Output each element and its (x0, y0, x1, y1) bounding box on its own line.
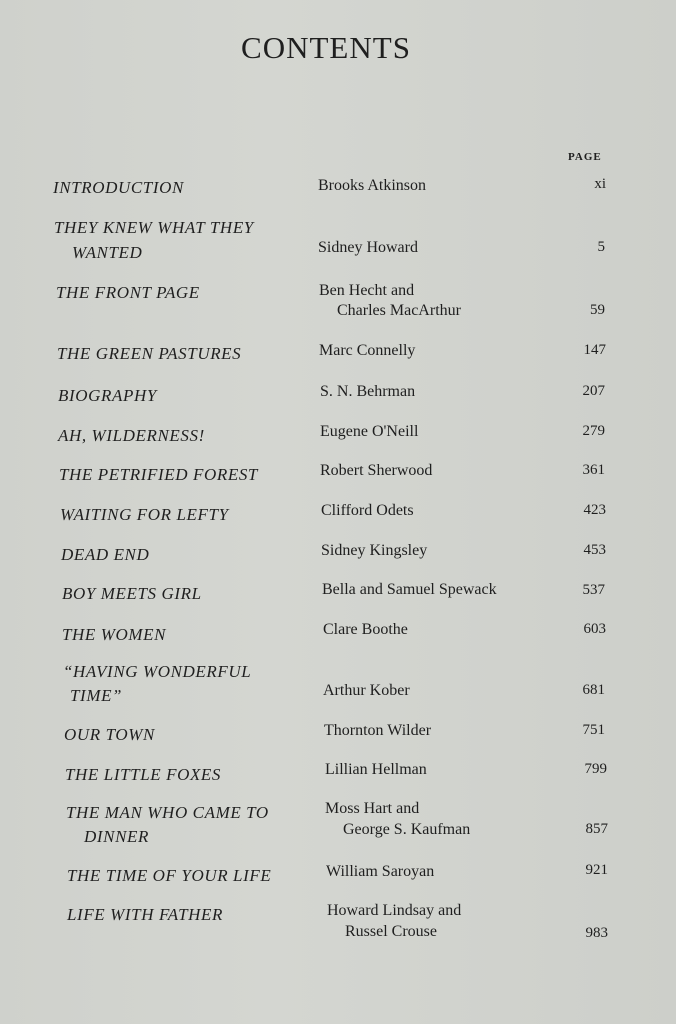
entry-title: BIOGRAPHY (58, 386, 157, 405)
entry-author: William Saroyan (326, 863, 435, 880)
entry-page-number: 921 (585, 862, 608, 878)
entry-title: THEY KNEW WHAT THEY (54, 218, 254, 237)
entry-author: Sidney Kingsley (321, 542, 428, 559)
entry-page-number: 423 (583, 502, 606, 518)
entry-title: THE WOMEN (62, 625, 167, 644)
entry-author: Bella and Samuel Spewack (322, 581, 497, 598)
entry-title-continued: DINNER (84, 827, 149, 846)
entry-title: THE LITTLE FOXES (65, 765, 222, 784)
entry-page-number: 857 (585, 821, 608, 837)
entry-title: THE GREEN PASTURES (57, 344, 242, 363)
entry-author: Ben Hecht and (319, 282, 415, 299)
entry-page-number: xi (594, 176, 606, 192)
entry-title: INTRODUCTION (53, 178, 184, 197)
entry-page-number: 751 (582, 722, 605, 738)
entry-author: Arthur Kober (323, 682, 410, 699)
entry-author: Marc Connelly (319, 342, 416, 359)
entry-page-number: 983 (585, 925, 608, 941)
entry-page-number: 453 (583, 542, 606, 558)
entry-page-number: 361 (582, 462, 605, 478)
entry-author-continued: Russel Crouse (345, 923, 437, 940)
entry-author-continued: George S. Kaufman (343, 821, 471, 838)
entry-title: AH, WILDERNESS! (58, 426, 205, 445)
page-column-header: PAGE (568, 151, 602, 163)
entry-author: Sidney Howard (318, 239, 418, 256)
entry-title: THE PETRIFIED FOREST (59, 465, 258, 484)
entry-page-number: 207 (582, 383, 605, 399)
entry-page-number: 681 (582, 682, 605, 698)
entry-title: OUR TOWN (64, 725, 155, 744)
entry-title: BOY MEETS GIRL (62, 584, 202, 603)
entry-title: DEAD END (61, 545, 150, 564)
entry-page-number: 279 (582, 423, 605, 439)
entry-author: Robert Sherwood (320, 462, 433, 479)
entry-page-number: 147 (583, 342, 606, 358)
entry-title-continued: TIME” (70, 686, 123, 705)
entry-author: Brooks Atkinson (318, 177, 427, 194)
entry-title: “HAVING WONDERFUL (63, 662, 252, 681)
entry-author: Clifford Odets (321, 502, 414, 519)
entry-page-number: 5 (597, 239, 605, 255)
entry-author: S. N. Behrman (320, 383, 416, 400)
entry-author: Lillian Hellman (325, 761, 427, 778)
page-title: CONTENTS (241, 30, 411, 65)
entry-title: THE FRONT PAGE (56, 283, 200, 302)
entry-author: Howard Lindsay and (327, 902, 462, 919)
entry-author: Clare Boothe (323, 621, 408, 638)
entry-author: Thornton Wilder (324, 722, 432, 739)
entry-author: Moss Hart and (325, 800, 420, 817)
entry-title-continued: WANTED (72, 243, 143, 262)
entry-page-number: 799 (584, 761, 607, 777)
entry-title: LIFE WITH FATHER (67, 905, 223, 924)
entry-title: THE TIME OF YOUR LIFE (67, 866, 272, 885)
entry-author: Eugene O'Neill (320, 423, 419, 440)
entry-page-number: 59 (590, 302, 605, 318)
entry-page-number: 537 (582, 582, 605, 598)
entry-author-continued: Charles MacArthur (337, 302, 461, 319)
entry-title: WAITING FOR LEFTY (60, 505, 229, 524)
entry-title: THE MAN WHO CAME TO (66, 803, 269, 822)
entry-page-number: 603 (583, 621, 606, 637)
